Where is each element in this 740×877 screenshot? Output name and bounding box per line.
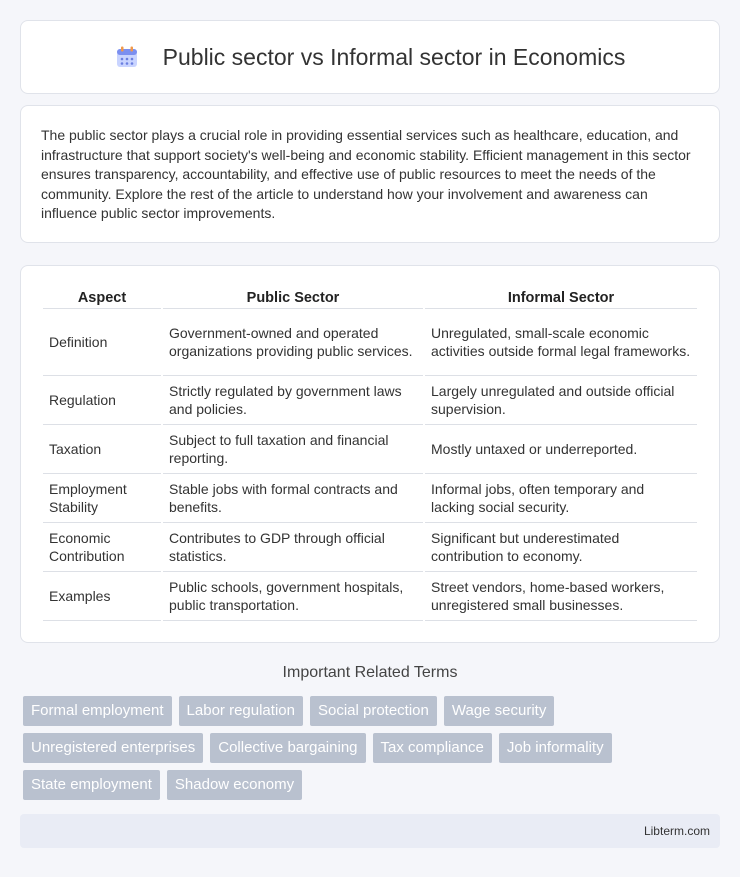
cell-aspect: Taxation — [43, 425, 161, 474]
tag-labor-regulation[interactable]: Labor regulation — [179, 696, 303, 726]
header-informal-sector: Informal Sector — [425, 286, 697, 309]
table-row — [43, 572, 697, 621]
cell-aspect: Definition — [43, 309, 161, 376]
header-aspect: Aspect — [43, 286, 161, 309]
cell-aspect: Employment Stability — [43, 474, 161, 523]
tag-social-protection[interactable]: Social protection — [310, 696, 437, 726]
cell-public: Subject to full taxation and financial reporting. — [163, 425, 423, 474]
cell-public: Public schools, government hospitals, public transportation. — [163, 572, 423, 621]
cell-informal: Largely unregulated and outside official supervision. — [425, 376, 697, 425]
calendar-icon — [115, 45, 139, 69]
tag-job-informality[interactable]: Job informality — [499, 733, 612, 763]
footer — [20, 814, 720, 848]
cell-public: Contributes to GDP through official statistics. — [163, 523, 423, 572]
tag-formal-employment[interactable]: Formal employment — [23, 696, 172, 726]
comparison-table — [41, 286, 699, 621]
header-public-sector: Public Sector — [163, 286, 423, 309]
footer-site-link[interactable]: Libterm.com — [643, 824, 710, 838]
cell-aspect: Economic Contribution — [43, 523, 161, 572]
tag-unregistered-enterprises[interactable]: Unregistered enterprises — [23, 733, 203, 763]
page-title: Public sector vs Informal sector in Economics — [162, 43, 626, 70]
cell-aspect: Examples — [43, 572, 161, 621]
title-card — [20, 20, 720, 94]
intro-paragraph: The public sector plays a crucial role in providing essential services such as healthcare, education, and infrastructure that support society's well-being and economic stability. Efficient management in this sector ensures transparency, accountability, and effective use of public resources to meet the needs of the community. Explore the rest of the article to understand how your involvement and awareness can influence public sector improvements. — [41, 127, 691, 222]
cell-informal: Unregulated, small-scale economic activities outside formal legal frameworks. — [425, 309, 697, 376]
comparison-table-card — [20, 265, 720, 643]
tag-collective-bargaining[interactable]: Collective bargaining — [210, 733, 365, 763]
related-terms-title: Important Related Terms — [282, 664, 458, 681]
table-header-row — [43, 286, 697, 309]
cell-public: Stable jobs with formal contracts and benefits. — [163, 474, 423, 523]
tag-shadow-economy[interactable]: Shadow economy — [167, 770, 302, 800]
table-row — [43, 425, 697, 474]
cell-public: Government-owned and operated organizations providing public services. — [163, 309, 423, 376]
cell-public: Strictly regulated by government laws and policies. — [163, 376, 423, 425]
cell-aspect: Regulation — [43, 376, 161, 425]
tag-wage-security[interactable]: Wage security — [444, 696, 554, 726]
cell-informal: Mostly untaxed or underreported. — [425, 425, 697, 474]
related-terms-list — [20, 696, 720, 807]
table-row — [43, 474, 697, 523]
table-row — [43, 376, 697, 425]
cell-informal: Significant but underestimated contribution to economy. — [425, 523, 697, 572]
tag-tax-compliance[interactable]: Tax compliance — [373, 733, 492, 763]
cell-informal: Informal jobs, often temporary and lacking social security. — [425, 474, 697, 523]
table-row — [43, 523, 697, 572]
cell-informal: Street vendors, home-based workers, unregistered small businesses. — [425, 572, 697, 621]
intro-card — [20, 105, 720, 243]
tag-state-employment[interactable]: State employment — [23, 770, 160, 800]
table-row — [43, 309, 697, 376]
